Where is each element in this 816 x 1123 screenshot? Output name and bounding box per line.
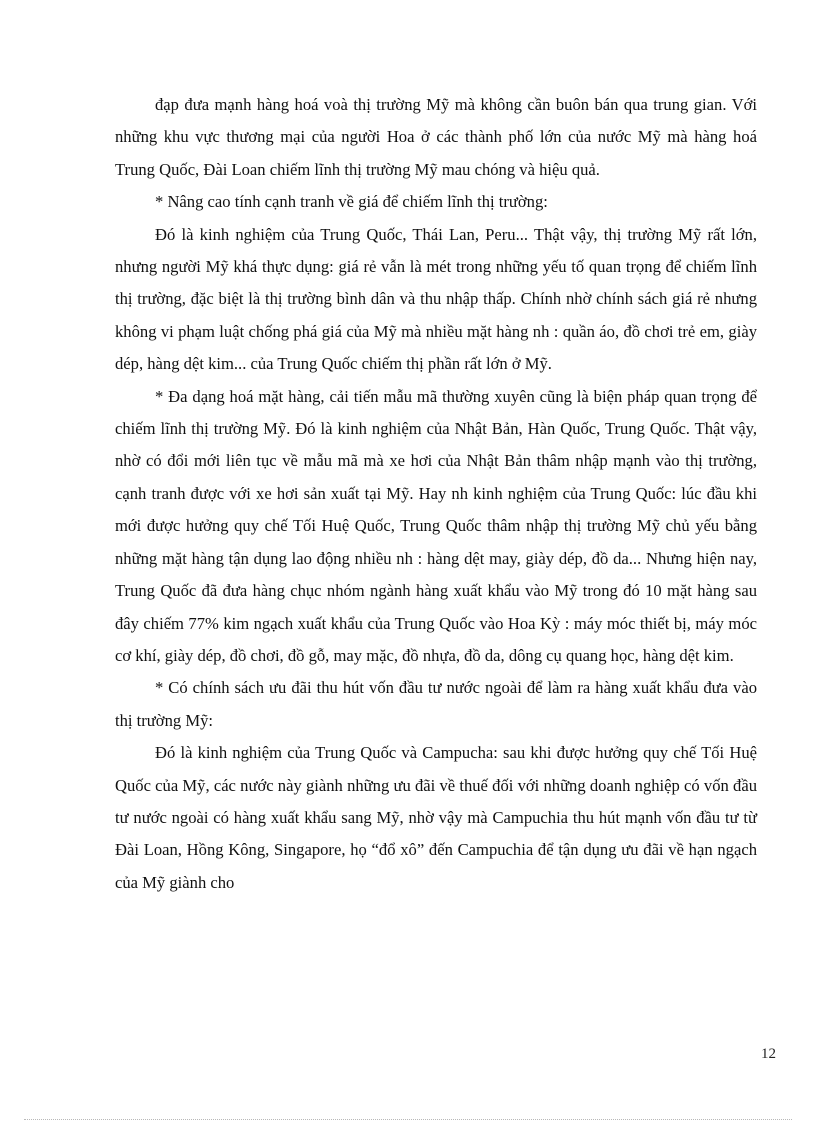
- paragraph-3: Đó là kinh nghiệm của Trung Quốc, Thái Lan, Peru... Thật vậy, thị trường Mỹ rất lớn, nhưng người Mỹ khá thực dụng: giá rẻ vẫn là mét trong những yếu tố quan trọng để chiếm lĩnh thị trường, đặc biệt là thị trường bình dân và thu nhập thấp. Chính nhờ chính sách giá rẻ nhưng không vi phạm luật chống phá giá của Mỹ mà nhiều mặt hàng nh : quần áo, đồ chơi trẻ em, giày dép, hàng dệt kim... của Trung Quốc chiếm thị phần rất lớn ở Mỹ.: [115, 224, 757, 374]
- document-body: [115, 89, 757, 899]
- paragraph-2-heading: * Nâng cao tính cạnh tranh về giá để chiếm lĩnh thị trường:: [155, 192, 548, 212]
- paragraph-1: đạp đưa mạnh hàng hoá voà thị trường Mỹ mà không cần buôn bán qua trung gian. Với những khu vực thương mại của người Hoa ở các thành phố lớn của nước Mỹ mà hàng hoá Trung Quốc, Đài Loan chiếm lĩnh thị trường Mỹ mau chóng và hiệu quả.: [115, 95, 757, 179]
- page-number: 12: [761, 1046, 776, 1062]
- page-bottom-divider: [24, 1119, 792, 1120]
- paragraph-5-heading: * Có chính sách ưu đãi thu hút vốn đầu tư nước ngoài để làm ra hàng xuất khẩu đưa vào thị trường Mỹ:: [115, 678, 757, 730]
- paragraph-6: Đó là kinh nghiệm của Trung Quốc và Campucha: sau khi được hưởng quy chế Tối Huệ Quốc của Mỹ, các nước này giành những ưu đãi về thuế đối với những doanh nghiệp có vốn đầu tư nước ngoài có hàng xuất khẩu sang Mỹ, nhờ vậy mà Campuchia thu hút mạnh vốn đầu tư từ Đài Loan, Hồng Kông, Singapore, họ “đổ xô” đến Campuchia để tận dụng ưu đãi về hạn ngạch của Mỹ giành cho: [115, 743, 757, 892]
- paragraph-4: * Đa dạng hoá mặt hàng, cải tiến mẫu mã thường xuyên cũng là biện pháp quan trọng để chiếm lĩnh thị trường Mỹ. Đó là kinh nghiệm của Nhật Bản, Hàn Quốc, Trung Quốc. Thật vậy, nhờ có đổi mới liên tục về mẫu mã mà xe hơi của Nhật Bản thâm nhập mạnh vào thị trường, cạnh tranh được với xe hơi sản xuất tại Mỹ. Hay nh kinh nghiệm của Trung Quốc: lúc đầu khi mới được hưởng quy chế Tối Huệ Quốc, Trung Quốc thâm nhập thị trường Mỹ chủ yếu bằng những mặt hàng tận dụng lao động nhiều nh : hàng dệt may, giày dép, đồ da... Nhưng hiện nay, Trung Quốc đã đưa hàng chục nhóm ngành hàng xuất khẩu vào Mỹ trong đó 10 mặt hàng sau đây chiếm 77% kim ngạch xuất khẩu của Trung Quốc vào Hoa Kỳ : máy móc thiết bị, máy móc cơ khí, giày dép, đồ chơi, đồ gỗ, may mặc, đồ nhựa, đồ da, dông cụ quang học, hàng dệt kim.: [115, 386, 757, 665]
